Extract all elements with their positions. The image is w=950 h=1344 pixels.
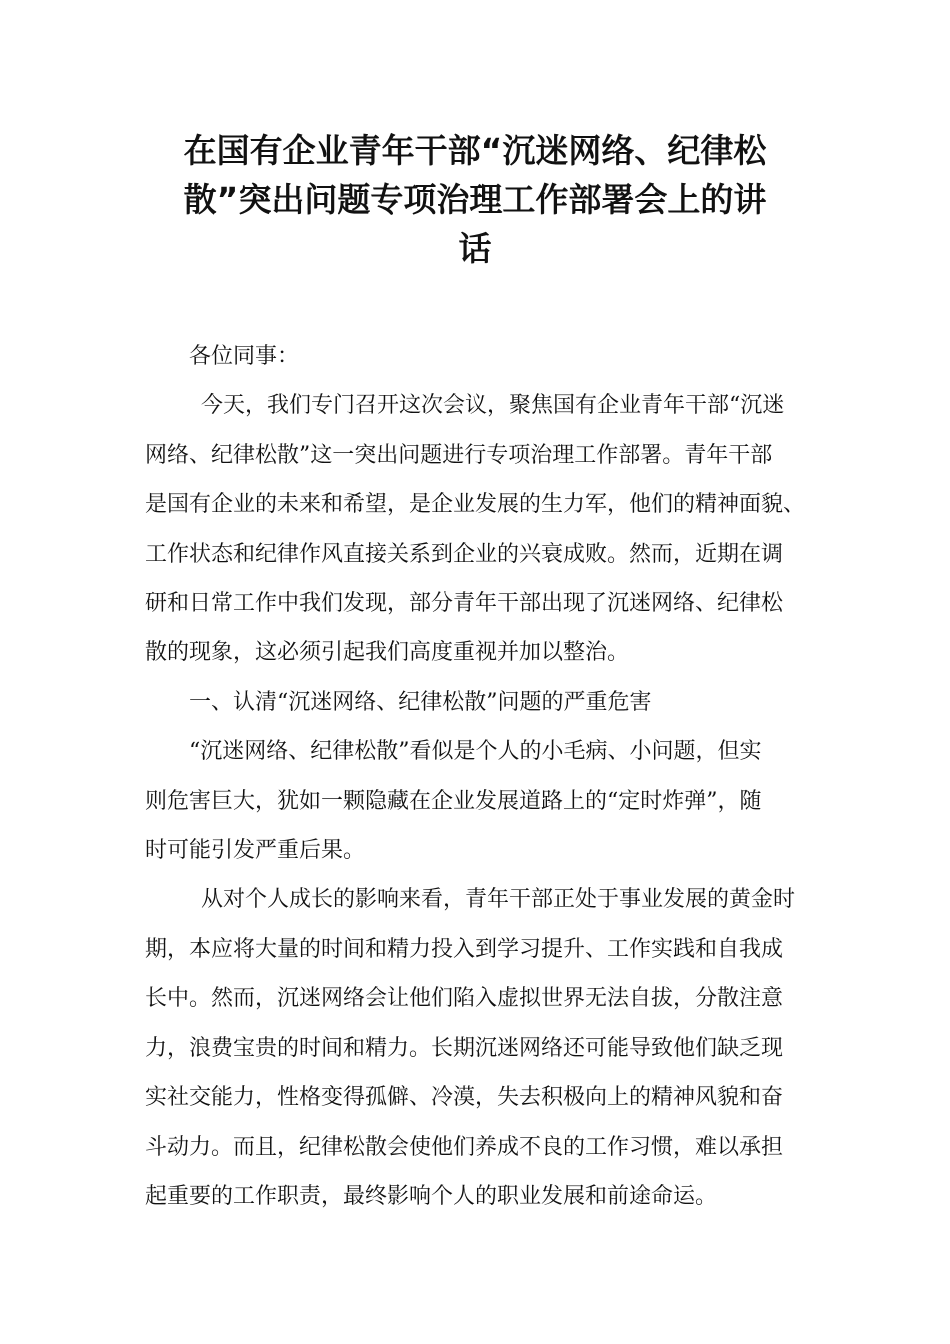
paragraph-line: 工作状态和纪律作风直接关系到企业的兴衰成败。然而，近期在调 <box>145 541 784 567</box>
paragraph-line: 实社交能力，性格变得孤僻、冷漠，失去积极向上的精神风貌和奋 <box>145 1085 784 1111</box>
salutation <box>145 332 825 381</box>
document-body <box>145 332 825 1221</box>
paragraph-line: 力，浪费宝贵的时间和精力。长期沉迷网络还可能导致他们缺乏现 <box>145 1035 784 1061</box>
section-paragraph <box>145 875 825 1221</box>
title-line: 在国有企业青年干部“沉迷网络、纪律松 <box>183 131 767 170</box>
paragraph-line: 则危害巨大，犹如一颗隐藏在企业发展道路上的“定时炸弹”，随 <box>145 788 762 814</box>
document-title <box>140 126 810 273</box>
paragraph-line: 起重要的工作职责，最终影响个人的职业发展和前途命运。 <box>145 1183 718 1209</box>
intro-paragraph <box>145 381 825 677</box>
paragraph-line: 今天，我们专门召开这次会议，聚焦国有企业青年干部“沉迷 <box>201 393 785 419</box>
paragraph-line: 研和日常工作中我们发现，部分青年干部出现了沉迷网络、纪律松 <box>145 591 784 617</box>
paragraph-line: 网络、纪律松散”这一突出问题进行专项治理工作部署。青年干部 <box>145 442 773 468</box>
title-line: 散”突出问题专项治理工作部署会上的讲 <box>183 180 767 219</box>
paragraph-line: 是国有企业的未来和希望，是企业发展的生力军，他们的精神面貌、 <box>145 492 806 518</box>
paragraph-line: 从对个人成长的影响来看，青年干部正处于事业发展的黄金时 <box>201 887 796 913</box>
title-line: 话 <box>458 229 492 268</box>
paragraph-line: 斗动力。而且，纪律松散会使他们养成不良的工作习惯，难以承担 <box>145 1134 784 1160</box>
paragraph-line: 散的现象，这必须引起我们高度重视并加以整治。 <box>145 640 630 666</box>
paragraph-line: 时可能引发严重后果。 <box>145 838 366 864</box>
section-heading <box>145 678 825 727</box>
section-heading-line: 一、认清“沉迷网络、纪律松散”问题的严重危害 <box>189 689 652 715</box>
paragraph-line: 长中。然而，沉迷网络会让他们陷入虚拟世界无法自拔，分散注意 <box>145 986 784 1012</box>
section-paragraph <box>145 727 825 875</box>
paragraph-line: “沉迷网络、纪律松散”看似是个人的小毛病、小问题，但实 <box>189 739 762 765</box>
salutation-line: 各位同事： <box>189 344 300 369</box>
paragraph-line: 期，本应将大量的时间和精力投入到学习提升、工作实践和自我成 <box>145 936 784 962</box>
